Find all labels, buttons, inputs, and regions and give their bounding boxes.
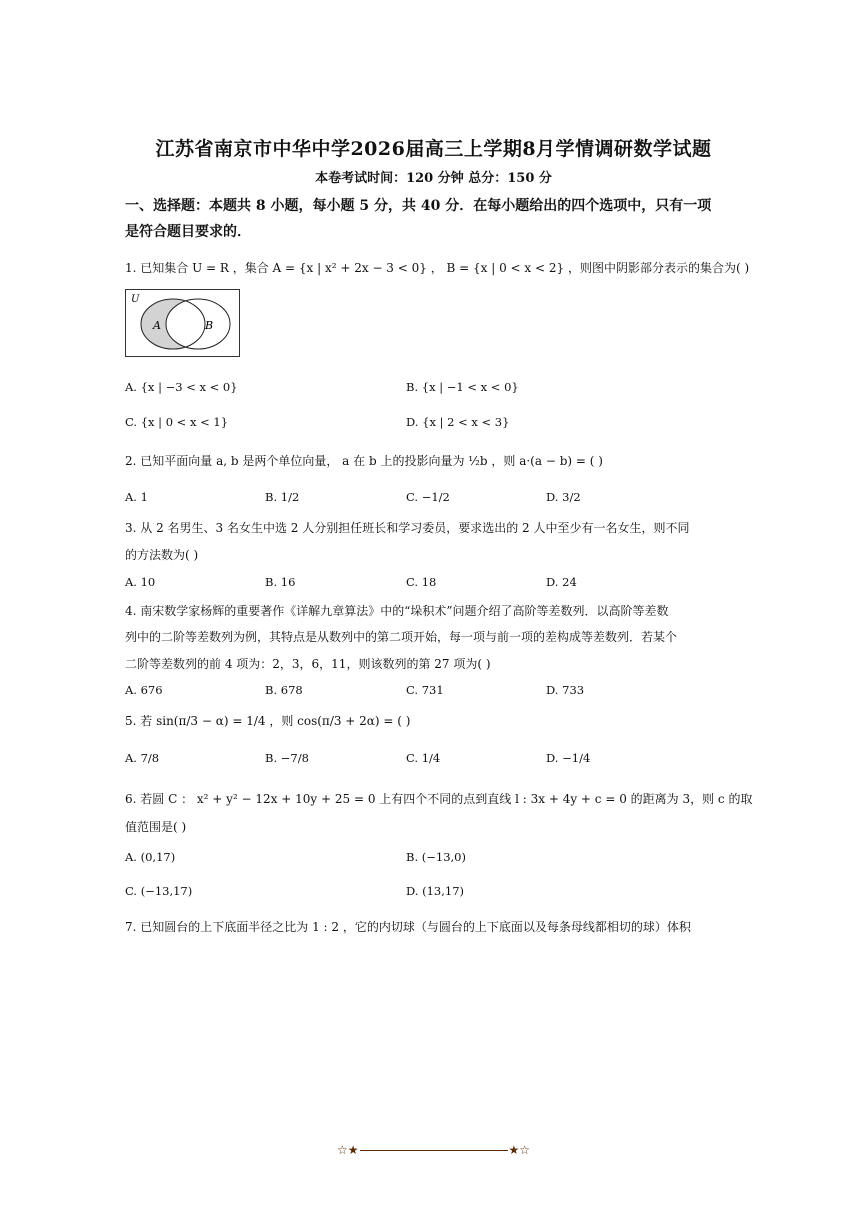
footer-stars-right: ★☆ — [508, 1143, 531, 1157]
q4-option-b: B. 678 — [265, 683, 303, 697]
q4-option-c: C. 731 — [406, 683, 444, 697]
page-footer — [0, 1143, 867, 1157]
q1-option-b: B. {x | −1 < x < 0} — [406, 380, 519, 394]
q6-option-c: C. (−13,17) — [125, 884, 193, 898]
q1-option-d: D. {x | 2 < x < 3} — [406, 415, 510, 429]
q3-option-b: B. 16 — [265, 575, 296, 589]
q6-option-b: B. (−13,0) — [406, 850, 466, 864]
section-heading-cont: 是符合题目要求的． — [125, 224, 251, 240]
q5-option-d: D. −1/4 — [546, 751, 591, 765]
question-1-stem: 1. 已知集合 U = R ，集合 A = {x | x² + 2x − 3 < 0} ， B = {x | 0 < x < 2} ，则图中阴影部分表示的集合为( ) — [125, 261, 750, 275]
question-3-stem: 3. 从 2 名男生、3 名女生中选 2 人分别担任班长和学习委员，要求选出的 2 人中至少有一名女生，则不同 — [125, 521, 690, 535]
q3-option-d: D. 24 — [546, 575, 577, 589]
footer-stars-left: ☆★ — [336, 1143, 359, 1157]
exam-info: 本卷考试时间：120 分钟 总分：150 分 — [315, 171, 552, 186]
question-2-stem: 2. 已知平面向量 a, b 是两个单位向量， a 在 b 上的投影向量为 ½b ，则 a·(a − b) = ( ) — [125, 454, 603, 468]
q3-option-c: C. 18 — [406, 575, 437, 589]
venn-diagram — [125, 289, 240, 357]
q5-option-c: C. 1/4 — [406, 751, 441, 765]
question-3-stem-cont: 的方法数为( ) — [125, 548, 199, 562]
question-6-stem: 6. 若圆 C ： x² + y² − 12x + 10y + 25 = 0 上有四个不同的点到直线 l : 3x + 4y + c = 0 的距离为 3，则 c 的取 — [125, 792, 753, 806]
page-title: 江苏省南京市中华中学2026届高三上学期8月学情调研数学试题 — [155, 138, 712, 160]
q5-option-a: A. 7/8 — [125, 751, 160, 765]
q6-option-a: A. (0,17) — [125, 850, 176, 864]
question-7-stem: 7. 已知圆台的上下底面半径之比为 1 : 2 ，它的内切球（与圆台的上下底面以及每条母线都相切的球）体积 — [125, 920, 691, 934]
q1-option-c: C. {x | 0 < x < 1} — [125, 415, 229, 429]
q3-option-a: A. 10 — [125, 575, 156, 589]
venn-svg — [126, 290, 241, 358]
q1-option-a: A. {x | −3 < x < 0} — [125, 380, 238, 394]
q2-option-d: D. 3/2 — [546, 490, 581, 504]
question-5-stem: 5. 若 sin(π/3 − α) = 1/4 ，则 cos(π/3 + 2α) = ( ) — [125, 714, 411, 728]
footer-rule — [360, 1150, 508, 1151]
q2-option-c: C. −1/2 — [406, 490, 450, 504]
question-4-stem: 4. 南宋数学家杨辉的重要著作《详解九章算法》中的“垛积术”问题介绍了高阶等差数列．以高阶等差数 — [125, 604, 669, 618]
q2-option-b: B. 1/2 — [265, 490, 300, 504]
question-4-stem-cont1: 列中的二阶等差数列为例，其特点是从数列中的第二项开始，每一项与前一项的差构成等差数列．若某个 — [125, 630, 678, 644]
q5-option-b: B. −7/8 — [265, 751, 309, 765]
label-a: A — [153, 319, 161, 332]
label-u: U — [131, 294, 140, 305]
q2-option-a: A. 1 — [125, 490, 148, 504]
question-6-stem-cont: 值范围是( ) — [125, 820, 187, 834]
q4-option-d: D. 733 — [546, 683, 585, 697]
q6-option-d: D. (13,17) — [406, 884, 465, 898]
label-b: B — [205, 319, 214, 332]
question-4-stem-cont2: 二阶等差数列的前 4 项为：2，3，6，11，则该数列的第 27 项为( ) — [125, 657, 491, 671]
section-heading: 一、选择题：本题共 8 小题，每小题 5 分，共 40 分．在每小题给出的四个选项中，只有一项 — [125, 198, 712, 214]
q4-option-a: A. 676 — [125, 683, 163, 697]
